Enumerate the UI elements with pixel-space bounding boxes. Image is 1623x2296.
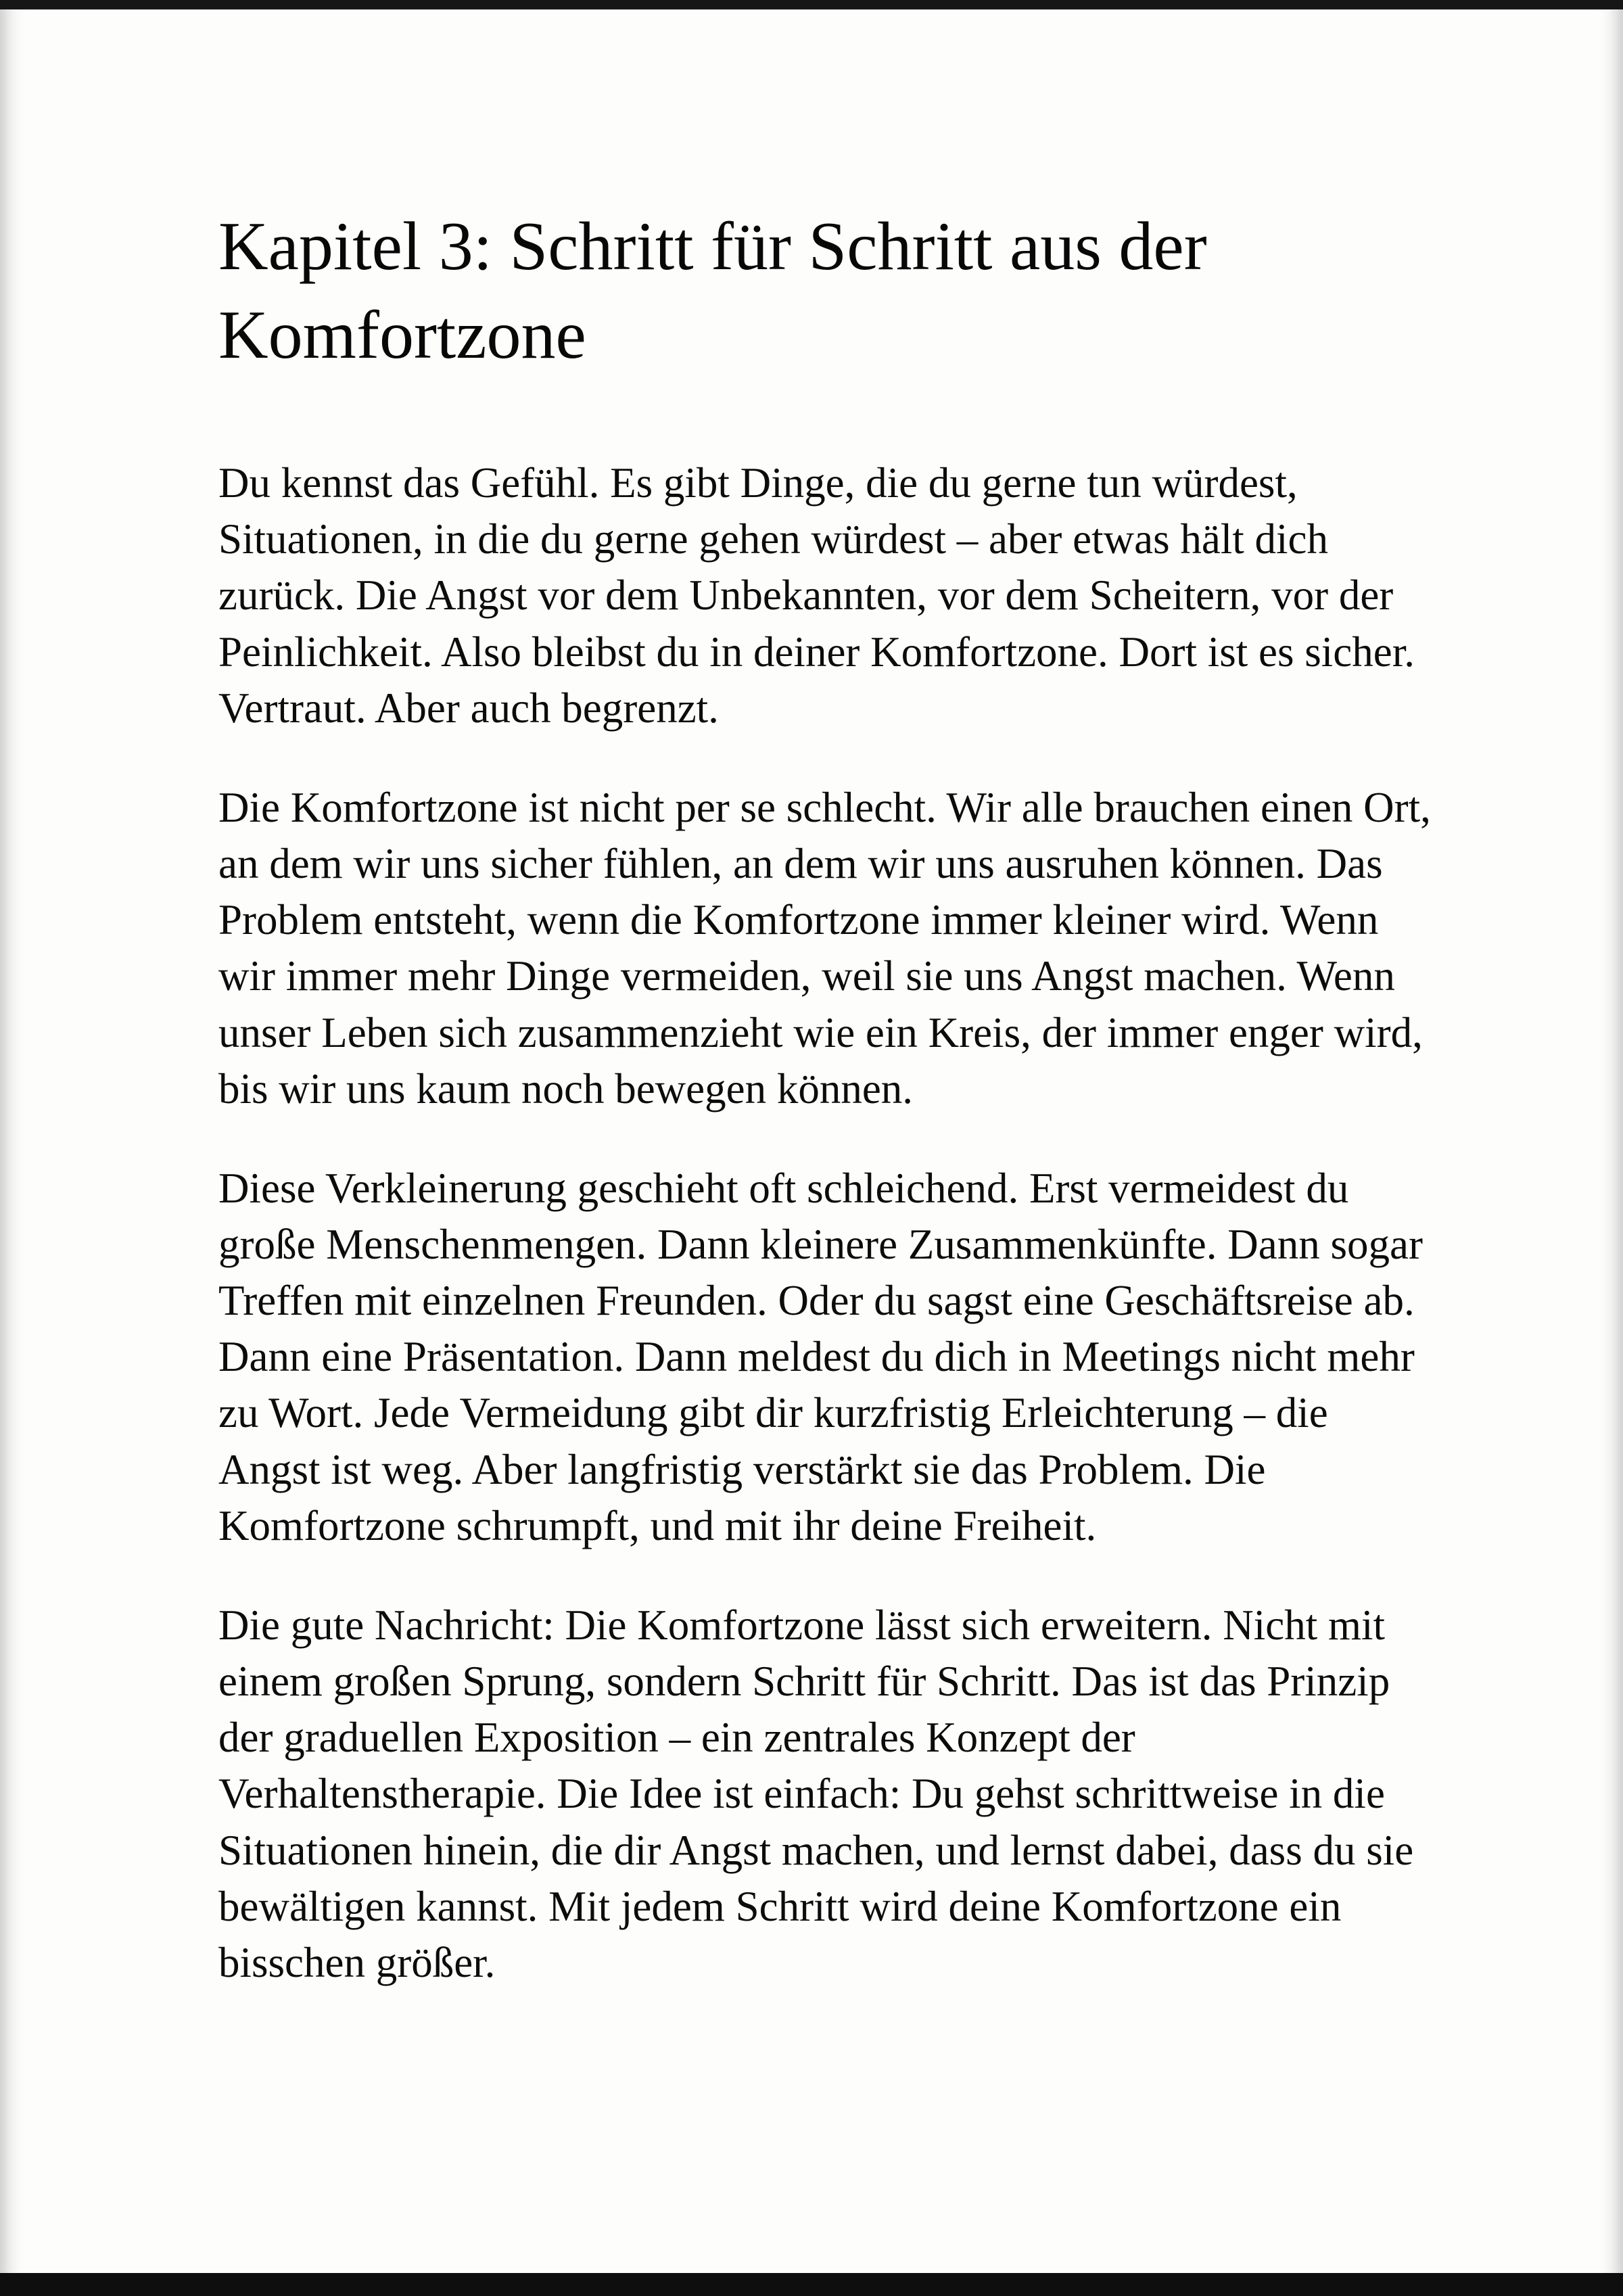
paragraph-4: Die gute Nachricht: Die Komfortzone lässt sich erweitern. Nicht mit einem großen Sprung, sondern Schritt für Schritt. Das ist das Prinzip der graduellen Exposition – ein zentrales Konzept der Verhaltenstherapie. Die Idee ist einfach: Du gehst schrittweise in die Situationen hinein, die dir Angst machen, und lernst dabei, dass du sie bewältigen kannst. Mit jedem Schritt wird deine Komfortzone ein bisschen größer. xyxy=(218,1601,1414,1986)
page-bottom-edge xyxy=(0,2273,1623,2296)
page-content xyxy=(218,203,1436,1991)
chapter-title: Kapitel 3: Schritt für Schritt aus der Komfortzone xyxy=(218,208,1207,373)
page-top-edge xyxy=(0,0,1623,9)
paragraph-1: Du kennst das Gefühl. Es gibt Dinge, die du gerne tun würdest, Situationen, in die du gerne gehen würdest – aber etwas hält dich zurück. Die Angst vor dem Unbekannten, vor dem Scheitern, vor der Peinlichkeit. Also bleibst du in deiner Komfortzone. Dort ist es sicher. Vertraut. Aber auch begrenzt. xyxy=(218,459,1415,732)
paragraph-3: Diese Verkleinerung geschieht oft schleichend. Erst vermeidest du große Menschenmengen. Dann kleinere Zusammenkünfte. Dann sogar Treffen mit einzelnen Freunden. Oder du sagst eine Geschäftsreise ab. Dann eine Präsentation. Dann meldest du dich in Meetings nicht mehr zu Wort. Jede Vermeidung gibt dir kurzfristig Erleichterung – die Angst ist weg. Aber langfristig verstärkt sie das Problem. Die Komfortzone schrumpft, und mit ihr deine Freiheit. xyxy=(218,1164,1423,1549)
paragraph-2: Die Komfortzone ist nicht per se schlecht. Wir alle brauchen einen Ort, an dem wir uns sicher fühlen, an dem wir uns ausruhen können. Das Problem entsteht, wenn die Komfortzone immer kleiner wird. Wenn wir immer mehr Dinge vermeiden, weil sie uns Angst machen. Wenn unser Leben sich zusammenzieht wie ein Kreis, der immer enger wird, bis wir uns kaum noch bewegen können. xyxy=(218,783,1431,1112)
